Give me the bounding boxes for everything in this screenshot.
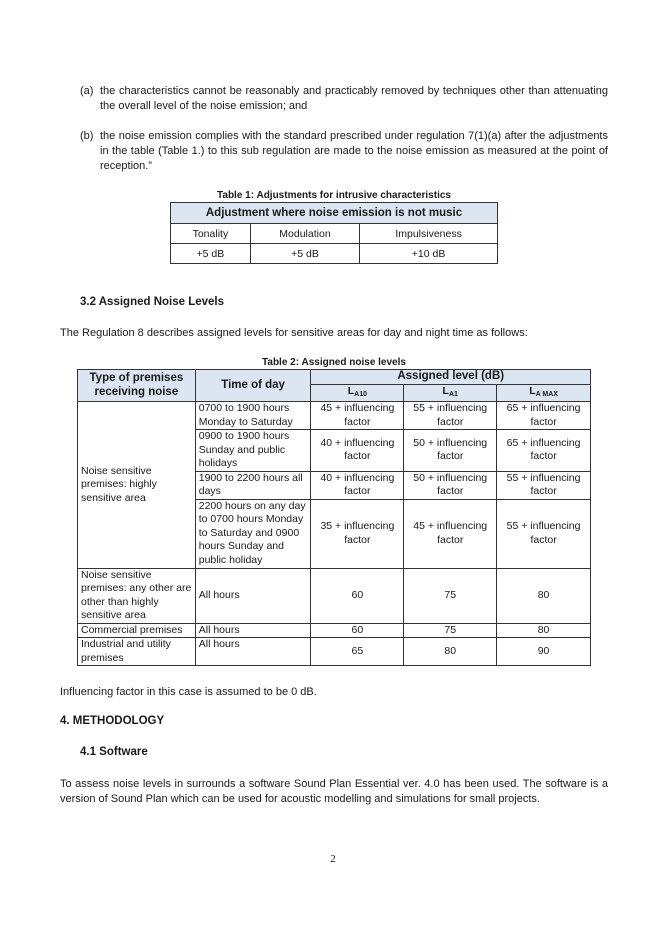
table1-caption: Table 1: Adjustments for intrusive characteristics — [217, 190, 451, 201]
table2-la10: 60 — [311, 623, 404, 638]
table2-la1: 75 — [404, 568, 497, 623]
table2-time: 2200 hours on any day to 0700 hours Monday to Saturday and 0900 hours Sunday and public holiday — [195, 499, 311, 568]
table2-lamax: 55 + influencing factor — [497, 499, 591, 568]
table2-time: 0700 to 1900 hours Monday to Saturday — [195, 402, 311, 430]
table2-header-type: Type of premises receiving noise — [78, 370, 196, 402]
influencing-note: Influencing factor in this case is assumed to be 0 dB. — [60, 686, 317, 698]
section-heading-4: 4. METHODOLOGY — [60, 715, 165, 727]
table2-la1: 50 + influencing factor — [404, 430, 497, 472]
table-row — [78, 568, 591, 623]
table2-la1: 45 + influencing factor — [404, 499, 497, 568]
subheader-main: L — [442, 384, 449, 397]
table2-lamax: 90 — [497, 638, 591, 666]
table2-la10: 40 + influencing factor — [311, 471, 404, 499]
table2-time: All hours — [195, 623, 311, 638]
table2-la10: 60 — [311, 568, 404, 623]
table1-col-modulation: Modulation — [250, 224, 359, 244]
table-row — [78, 402, 591, 430]
table-row — [78, 623, 591, 638]
list-item-b — [80, 129, 608, 174]
table2-lamax: 55 + influencing factor — [497, 471, 591, 499]
page-number: 2 — [330, 853, 336, 865]
table2-type: Noise sensitive premises: any other are other than highly sensitive area — [78, 568, 196, 623]
table2-time: 1900 to 2200 hours all days — [195, 471, 311, 499]
section-3-2-intro: The Regulation 8 describes assigned levels for sensitive areas for day and night time as follows: — [60, 327, 528, 339]
subheader-sub: A1 — [448, 390, 458, 398]
table2-caption: Table 2: Assigned noise levels — [262, 357, 406, 368]
table2-time: All hours — [195, 638, 311, 666]
list-item-label: (b) — [80, 130, 94, 142]
section-heading-4-1: 4.1 Software — [80, 746, 148, 758]
list-item-label: (a) — [80, 85, 94, 97]
table2-la1: 75 — [404, 623, 497, 638]
table2-time: All hours — [195, 568, 311, 623]
table2-type: Industrial and utility premises — [78, 638, 196, 666]
table-adjustments — [170, 202, 498, 264]
table2-la10: 35 + influencing factor — [311, 499, 404, 568]
table2-la1: 50 + influencing factor — [404, 471, 497, 499]
section-4-1-text: To assess noise levels in surrounds a software Sound Plan Essential ver. 4.0 has been used. The software is a version of Sound Plan which can be used for acoustic modelling and simulations for small projects. — [60, 778, 608, 805]
table2-la1: 55 + influencing factor — [404, 402, 497, 430]
table2-lamax: 65 + influencing factor — [497, 402, 591, 430]
subheader-main: L — [529, 384, 536, 397]
table2-subheader-la1 — [404, 384, 497, 402]
table2-la10: 40 + influencing factor — [311, 430, 404, 472]
table1-col-tonality: Tonality — [171, 224, 251, 244]
subheader-main: L — [347, 384, 355, 397]
table2-header-assigned: Assigned level (dB) — [311, 370, 591, 385]
table2-lamax: 65 + influencing factor — [497, 430, 591, 472]
table2-type: Commercial premises — [78, 623, 196, 638]
list-item-text: the noise emission complies with the standard prescribed under regulation 7(1)(a) after the adjustments in the table (Table 1.) to this sub regulation are made to the noise emission as measured at the point of reception.” — [100, 130, 608, 172]
table1-value-tonality: +5 dB — [171, 244, 251, 264]
table2-sensitive-group: Noise sensitive premises: highly sensitive area — [78, 402, 196, 569]
table1-value-modulation: +5 dB — [250, 244, 359, 264]
table2-lamax: 80 — [497, 568, 591, 623]
section-heading-3-2: 3.2 Assigned Noise Levels — [80, 296, 225, 308]
table2-time: 0900 to 1900 hours Sunday and public holidays — [195, 430, 311, 472]
subheader-sub: A MAX — [535, 390, 558, 398]
subheader-sub: A10 — [354, 390, 367, 398]
table2-la10: 45 + influencing factor — [311, 402, 404, 430]
table1-col-impulsiveness: Impulsiveness — [360, 224, 498, 244]
table2-subheader-lamax — [497, 384, 591, 402]
table1-value-impulsiveness: +10 dB — [360, 244, 498, 264]
list-item-text: the characteristics cannot be reasonably and practicably removed by techniques other than attenuating the overall level of the noise emission; and — [100, 85, 608, 112]
table-assigned-levels — [77, 369, 591, 666]
table1-header: Adjustment where noise emission is not music — [171, 203, 498, 224]
table2-la10: 65 — [311, 638, 404, 666]
table2-subheader-la10 — [311, 384, 404, 402]
list-item-a — [80, 84, 608, 114]
table2-lamax: 80 — [497, 623, 591, 638]
table-row — [78, 638, 591, 666]
table2-header-time: Time of day — [195, 370, 311, 402]
table2-la1: 80 — [404, 638, 497, 666]
